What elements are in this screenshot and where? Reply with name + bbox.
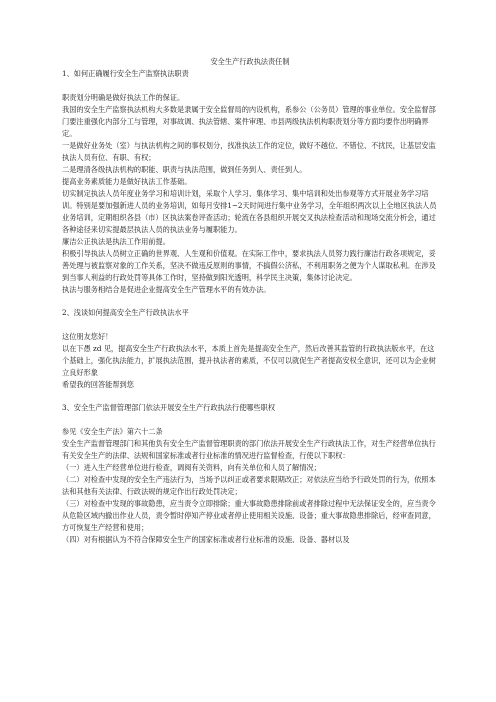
paragraph: 切实制定执法人员年度业务学习和培训计划，采取个人学习、集体学习、集中培训和处出参观等方式开展业务学习培训。特别是要加强新进人员的业务培训，如每月安排1~2天时间进行集中业务学习，全年组织两次以上全地区执法人员业务培训，定期组织各县（市）区执法案卷评查活动；轮流在各县组织开展交叉执法检查活动和现场交流分析会，通过各种途径来切实提最层执法人员的执法业务与履职能力。 xyxy=(62,189,437,234)
paragraph: 参见《安全生产法》第六十二条 xyxy=(62,427,163,436)
section-1 xyxy=(62,68,438,296)
paragraph: 安全生产监督管理部门和其他负有安全生产监督管理职责的部门依法开展安全生产行政执法工作，对生产经营单位执行有关安全生产的法律、法规和国家标准或者行业标准的情况进行监督检查，行使以下职权： xyxy=(62,439,436,460)
paragraph: 二是理清各级执法机构的职能、职责与执法范围，做到任务到人、责任到人。 xyxy=(62,165,307,174)
paragraph: （三）对检查中发现的事故隐患，应当责令立即排除；重大事故隐患排除前或者排除过程中无法保证安全的，应当责令从危险区域内撤出作业人员，责令暂时停知产停业或者停止使用相关设施、设备；重大事故隐患排除后，经审查同意，方可恢复生产经营和使用； xyxy=(62,499,436,532)
paragraph: 积极引导执法人员树立正确的世界观、人生观和价值观。在实际工作中，要求执法人员努力践行廉洁行政各项规定，妥善处理与被监察对象的工作关系，坚决不做违反原则的事情，不搞假公济私，不利用职务之便为个人谋取私利。在涉及到当事人利益的行政处罚等具体工作时，坚持做到阳光透明，科学民主决策，集体讨论决定。 xyxy=(62,249,436,282)
section-3 xyxy=(62,402,438,546)
document-title: 安全生产行政执法责任制 xyxy=(210,57,290,66)
paragraph: 执法与服务相结合是促进企业提高安全生产管理水平的有效办法。 xyxy=(62,285,271,294)
document-page xyxy=(62,56,438,546)
paragraph: （二）对检查中发现的安全生产违法行为，当场予以纠正或者要求限期改正；对依法应当给予行政处罚的行为，依照本法和其他有关法律、行政法规的规定作出行政处罚决定； xyxy=(62,475,436,496)
paragraph: 以在下愚 zd 见，提高安全生产行政执法水平，本质上首先是提高安全生产，然后改善其监管的行政执法版水平，在这个基础上，强化执法能力，扩展执法范围，提升执法者的素质，不仅可以就促生产者提高安权全意识，还可以为企业树立良好形象 xyxy=(62,344,436,377)
paragraph: （一）进入生产经营单位进行检查，调阅有关资料，向有关单位和人员了解情况； xyxy=(62,463,321,472)
paragraph: 廉洁公正执法是执法工作用前提。 xyxy=(62,237,170,246)
paragraph: （四）对有根据认为不符合保障安全生产的国家标准或者行业标准的设施、设备、器材以及 xyxy=(62,535,350,544)
section-heading: 2、浅谈如何提高安全生产行政执法水平 xyxy=(62,308,189,317)
paragraph: 一是做好业务处（室）与执法机构之间的事权划分，找准执法工作的定位，做好不越位、不错位、不扰民，让基层安监执法人员有位、有职、有权； xyxy=(62,141,436,162)
paragraph: 我国的安全生产监察执法机构大多数是隶属于安全监督局的内设机构，系参公（公务员）管理的事业单位。安全监督部门要注重强化内部分工与管理，对事故调、执法管辖、案件审理、市县两级执法机构职责划分等方面均要作出明确界定。 xyxy=(62,105,436,138)
paragraph: 提高业务素质能力是做好执法工作基础。 xyxy=(62,177,192,186)
section-2 xyxy=(62,307,438,391)
paragraph: 职责划分明确是做好执法工作的保证。 xyxy=(62,93,185,102)
section-heading: 1、如何正确履行安全生产监察执法职责 xyxy=(62,69,189,78)
paragraph: 希望我的回答能帮到您 xyxy=(62,380,134,389)
paragraph: 这位朋友您好！ xyxy=(62,332,113,341)
section-heading: 3、安全生产监督管理部门依法开展安全生产行政执法行使哪些职权 xyxy=(62,403,276,412)
